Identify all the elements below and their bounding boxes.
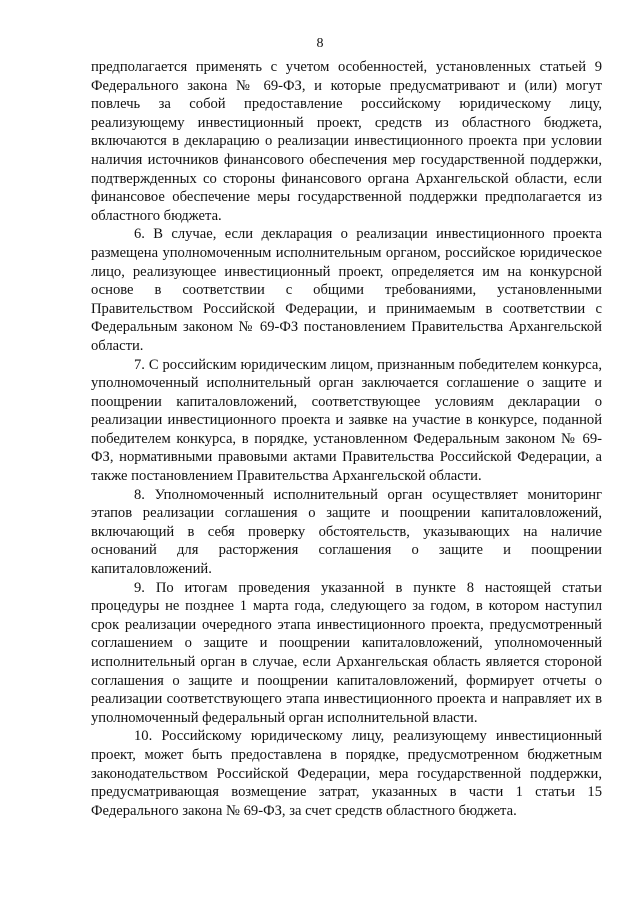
document-body [91, 58, 602, 820]
paragraph-item-7: 7. С российским юридическим лицом, признанным победителем конкурса, уполномоченный исполнительный орган заключается соглашение о защите и поощрении капиталовложений, соответствующее условиям декларации о реализации инвестиционного проекта и заявке на участие в конкурсе, поданной победителем конкурса, в порядке, установленном Федеральным законом № 69-ФЗ, нормативными правовыми актами Правительства Российской Федерации, а также постановлением Правительства Архангельской области. [91, 356, 602, 485]
paragraph-continuation: предполагается применять с учетом особенностей, установленных статьей 9 Федерального закона № 69-ФЗ, и которые предусматривают и (или) могут повлечь за собой предоставление российскому юридическому лицу, реализующему инвестиционный проект, средств из областного бюджета, включаются в декларацию о реализации инвестиционного проекта при условии наличия источников финансового обеспечения мер государственной поддержки, подтвержденных со стороны финансового органа Архангельской области, если финансовое обеспечение меры государственной поддержки предполагается из областного бюджета. [91, 59, 602, 224]
paragraph-item-9: 9. По итогам проведения указанной в пункте 8 настоящей статьи процедуры не позднее 1 марта года, следующего за годом, в котором наступил срок реализации очередного этапа инвестиционного проекта, предусмотренный соглашением о защите и поощрении капиталовложений, уполномоченный исполнительный орган в случае, если Архангельская область является стороной соглашения о защите и поощрении капиталовложений, формирует отчеты о реализации соответствующего этапа инвестиционного проекта и направляет их в уполномоченный федеральный орган исполнительной власти. [91, 579, 602, 726]
page-number: 8 [316, 36, 324, 51]
paragraph-item-10: 10. Российскому юридическому лицу, реализующему инвестиционный проект, может быть предоставлена в порядке, предусмотренном бюджетным законодательством Российской Федерации, мера государственной поддержки, предусматривающая возмещение затрат, указанных в части 1 статьи 15 Федерального закона № 69-ФЗ, за счет средств областного бюджета. [91, 728, 602, 819]
paragraph-item-8: 8. Уполномоченный исполнительный орган осуществляет мониторинг этапов реализации соглашения о защите и поощрении капиталовложений, включающий в себя проверку обстоятельств, указывающих на наличие оснований для расторжения соглашения о защите и поощрении капиталовложений. [91, 486, 602, 578]
paragraph-item-6: 6. В случае, если декларация о реализации инвестиционного проекта размещена уполномоченным исполнительным органом, российское юридическое лицо, реализующее инвестиционный проект, определяется им на конкурсной основе в соответствии с общими требованиями, установленными Правительством Российской Федерации, и принимаемым в соответствии с Федеральным законом № 69-ФЗ постановлением Правительства Архангельской области. [91, 226, 602, 354]
